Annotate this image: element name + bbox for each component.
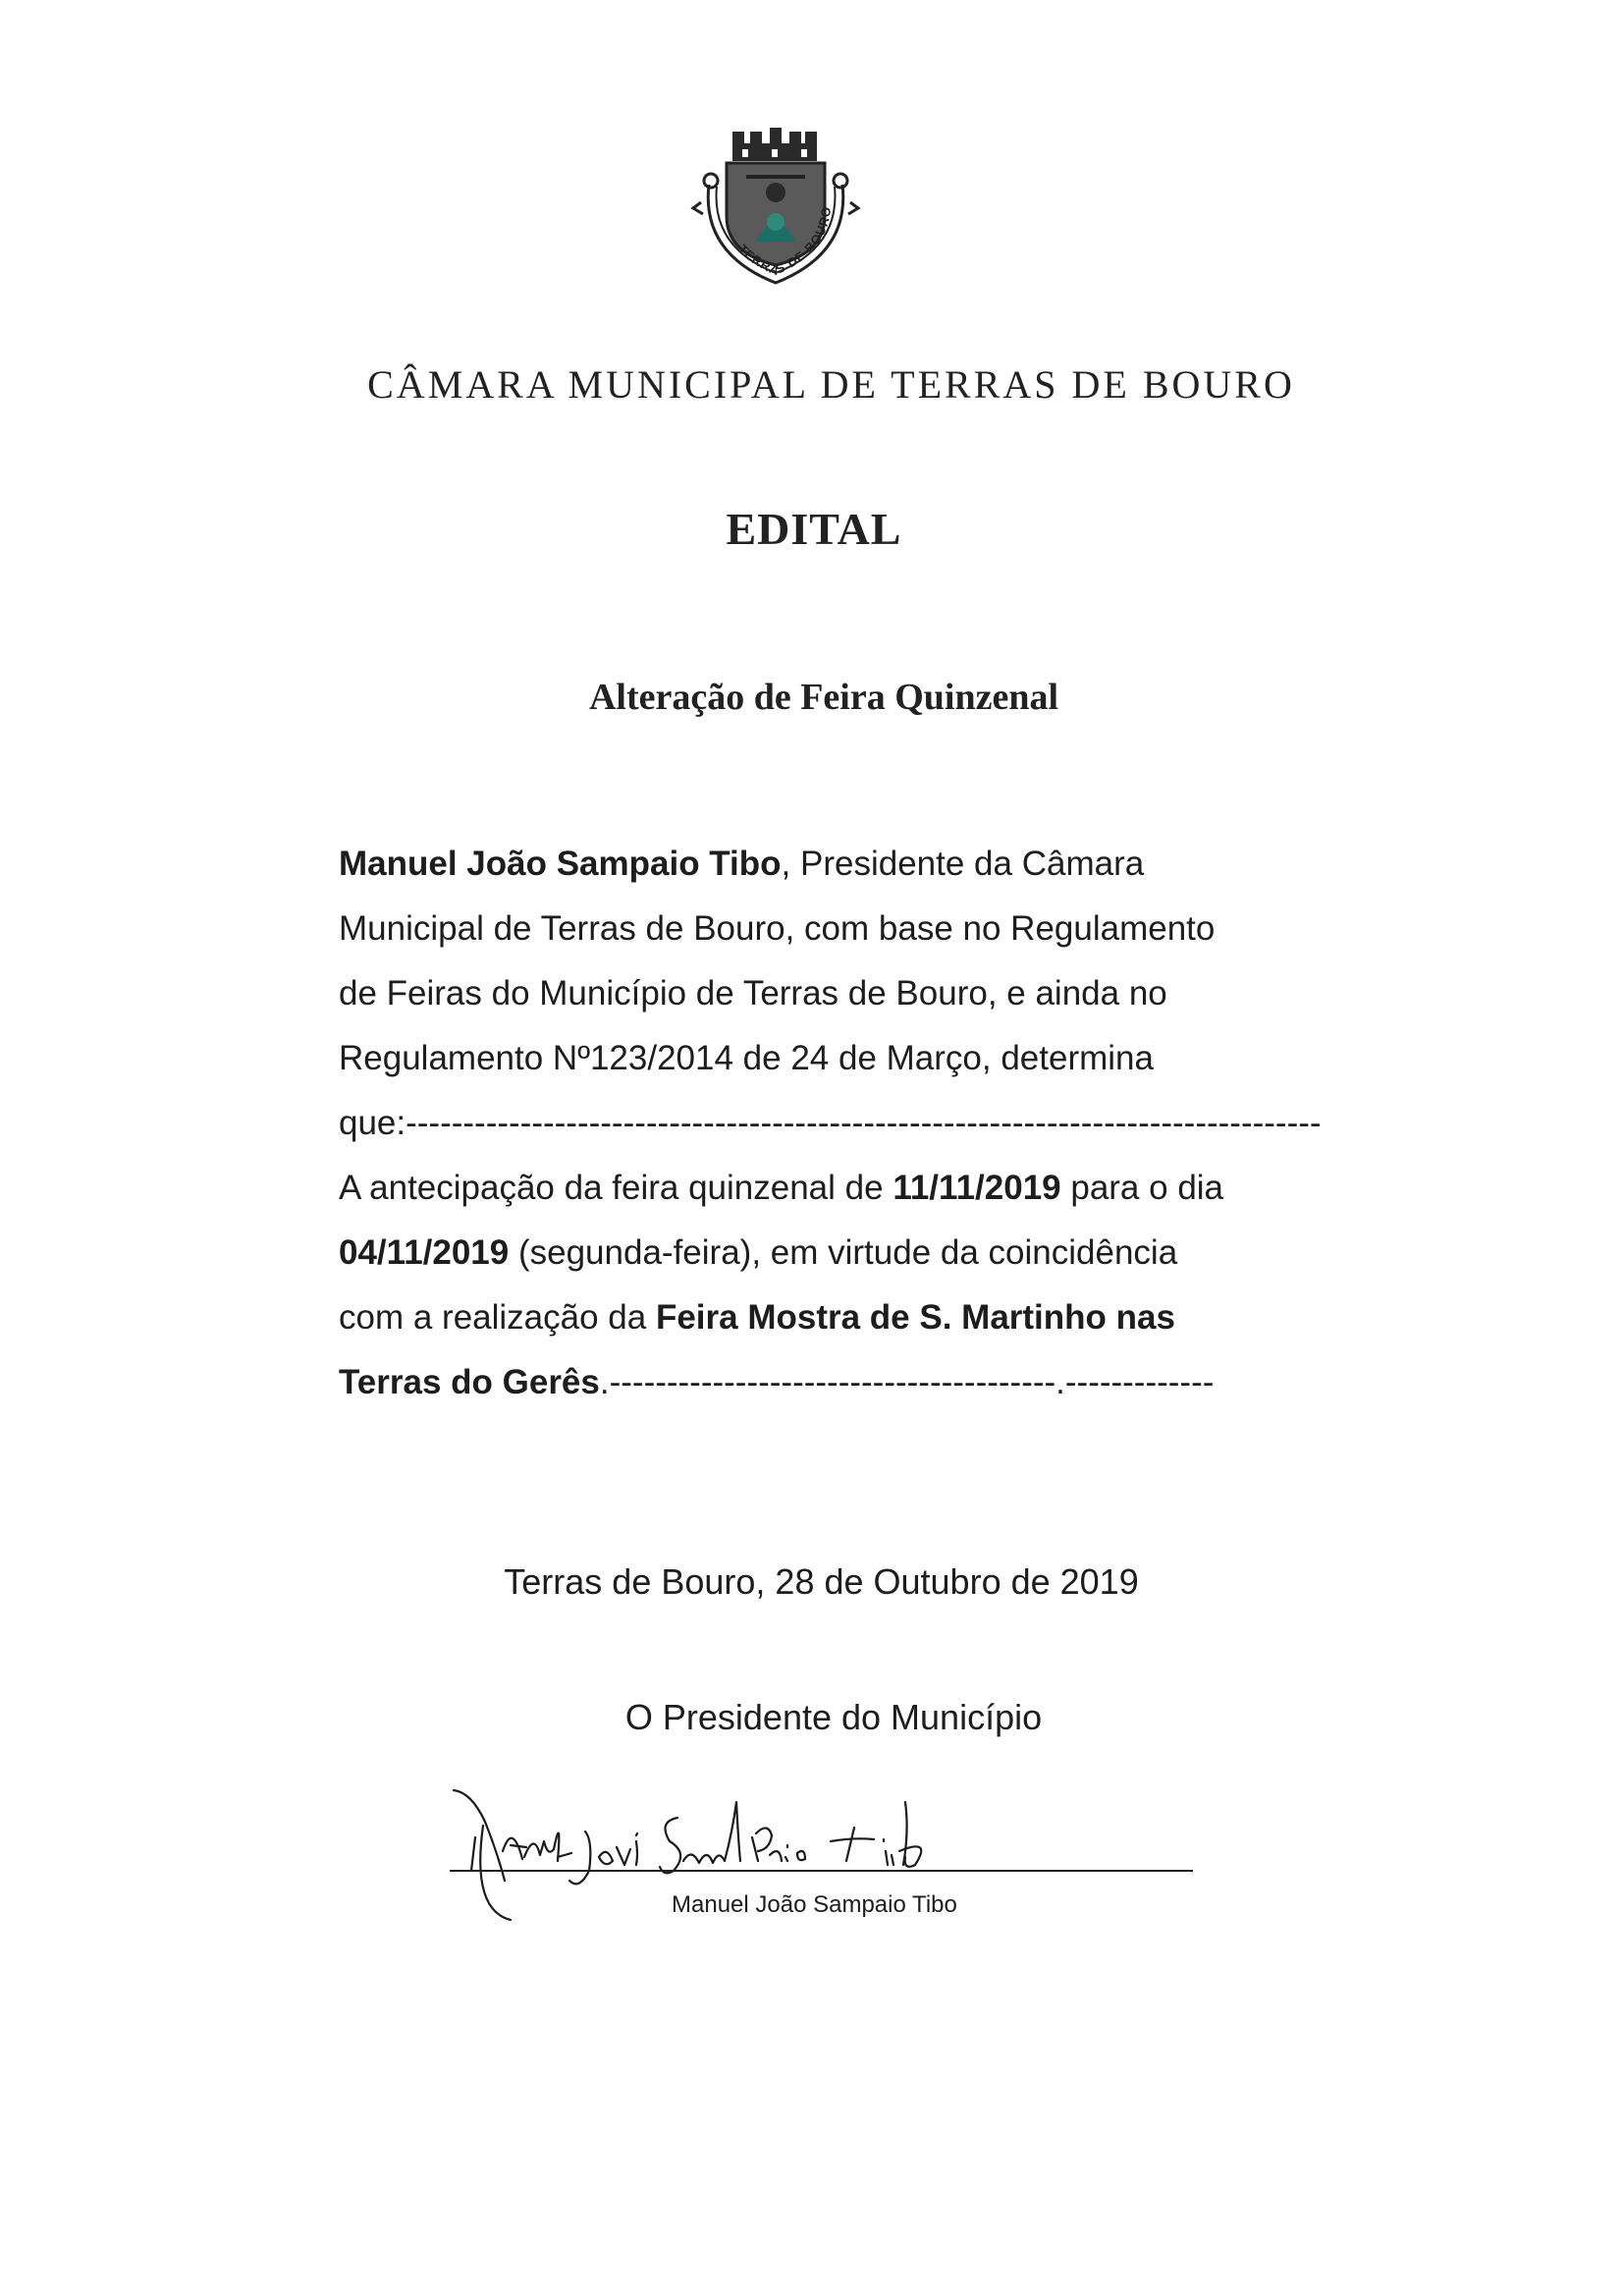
body-line: que: -------------------------------------------------------------------------------- [339,1091,1335,1156]
svg-text:TERRAS DE BOURO: TERRAS DE BOURO [734,205,835,279]
signatory-role: O Presidente do Município [624,1697,1043,1737]
signatory-name: Manuel João Sampaio Tibo [672,1891,957,1918]
place-date: Terras de Bouro, 28 de Outubro de 2019 [504,1561,1139,1602]
dash-filler: -------------------------------------------------------------------------------- [406,1104,1322,1142]
body-line: de Feiras do Município de Terras de Bouro, e ainda no [339,974,1167,1012]
new-date: 04/11/2019 [339,1233,510,1272]
document-title: EDITAL [726,504,902,554]
body-line: Manuel João Sampaio Tibo, Presidente da Câmara [339,845,1145,883]
body-line: A antecipação da feira quinzenal de 11/11/2019 para o dia [339,1169,1224,1207]
body-line: com a realização da Feira Mostra de S. Martinho nas [339,1298,1175,1337]
event-name-cont: Terras do Gerês [339,1363,600,1401]
dash-filler: .---------------------------------------.------------- [599,1363,1215,1401]
edital-body [339,832,1335,1415]
organization-title: CÂMARA MUNICIPAL DE TERRAS DE BOURO [367,362,1295,407]
original-date: 11/11/2019 [893,1169,1061,1207]
body-line: Municipal de Terras de Bouro, com base no Regulamento [339,909,1216,948]
president-name: Manuel João Sampaio Tibo [339,845,782,883]
coat-of-arms-icon [687,126,864,293]
signature-line [450,1870,1193,1872]
event-name: Feira Mostra de S. Martinho nas [655,1298,1175,1337]
body-line: Regulamento Nº123/2014 de 24 de Março, determina [339,1039,1154,1077]
body-line: 04/11/2019 (segunda-feira), em virtude da coincidência [339,1233,1178,1272]
body-line [339,1350,1335,1415]
document-subtitle: Alteração de Feira Quinzenal [588,677,1059,718]
